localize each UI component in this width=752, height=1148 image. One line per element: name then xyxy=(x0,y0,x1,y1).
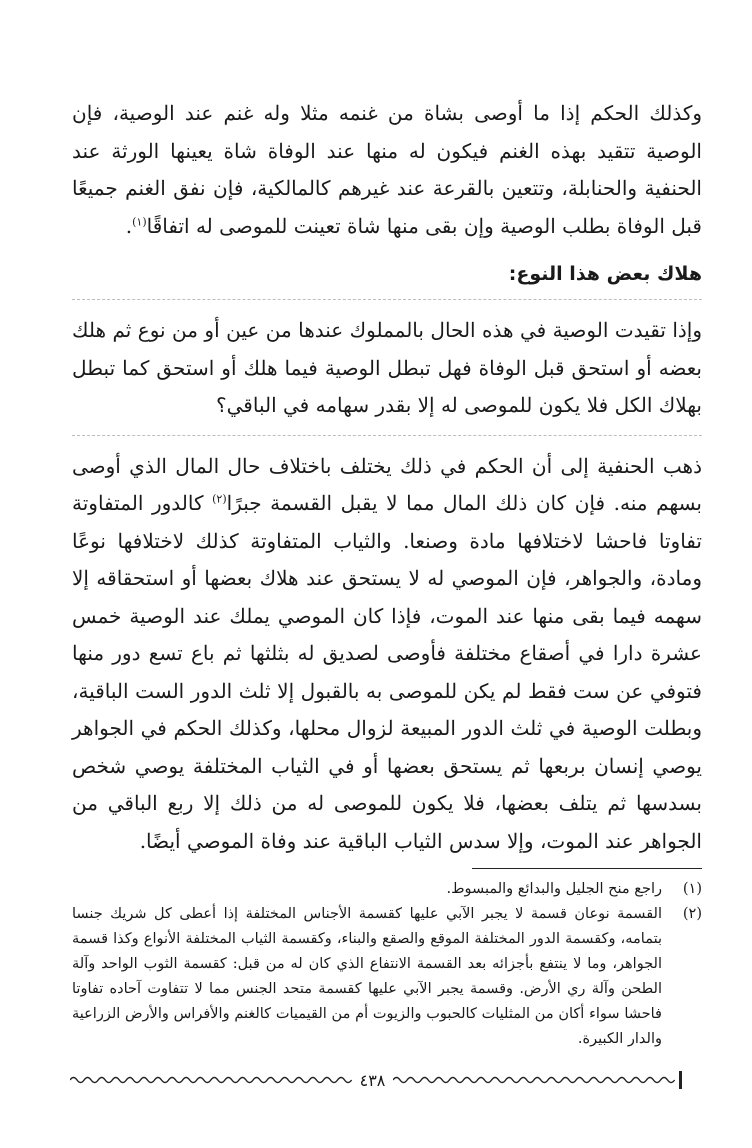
section-heading: هلاك بعض هذا النوع: xyxy=(508,263,702,285)
paragraph-text-continued: كالدور المتفاوتة تفاوتا فاحشا لاختلافها مادة وصنعا. والثياب المتفاوتة كذلك لاختلافها نوعًا ومادة، والجواهر، فإن الموصي له لا يستحق عند هلاك بعضها أو استحقاقه إلا سهمه فيما بقى منها عند الموت، فإذا كان الموصي يملك عند الوصية خمس عشرة دارا في أصقاع مختلفة فأوصى لصديق له بثلثها ثم باع تسع دور منها فتوفي عن ست فقط لم يكن للموصى به بالقبول إلا ثلث الدور الست الباقية، وبطلت الوصية في ثلث الدور المبيعة لزوال محلها، وكذلك الحكم في الجواهر يوصي إنسان بربعها ثم يستحق بعضها أو في الثياب المختلفة يوصي شخص بسدسها ثم يتلف بعضها، فلا يكون للموصى له من ذلك إلا ربع الباقي من الجواهر عند الموت، وإلا سدس الثياب الباقية عند وفاة الموصي أيضًا. xyxy=(72,491,702,853)
footnotes xyxy=(72,877,702,1052)
paragraph-sheep-bequest: وكذلك الحكم إذا ما أوصى بشاة من غنمه مثلا وله غنم عند الوصية، فإن الوصية تتقيد بهذه الغنم فيكون له منها عند الوفاة شاة يعينها الورثة عند الحنفية والحنابلة، وتتعين بالقرعة عند غيرهم كالمالكية، فإن نفق الغنم جميعًا قبل الوفاة بطلب الوصية وإن بقى منها شاة تعينت للموصى له اتفاقًا$^{(١)}$. xyxy=(72,101,702,238)
footnote-reference-2[interactable]: (٢) xyxy=(212,492,227,506)
paragraph-text: وكذلك الحكم إذا ما أوصى بشاة من غنمه مثلا وله غنم عند الوصية، فإن الوصية تتقيد بهذه الغنم فيكون له منها عند الوفاة شاة يعينها الورثة عند الحنفية والحنابلة، وتتعين بالقرعة عند غيرهم كالمالكية، فإن نفق الغنم جميعًا قبل الوفاة بطلب الوصية وإن بقى منها شاة تعينت للموصى له اتفاقًا xyxy=(72,101,702,238)
section-divider xyxy=(72,299,702,300)
decorative-wave-left xyxy=(70,1075,352,1085)
paragraph-hanafi-ruling xyxy=(72,448,702,861)
footnote-2 xyxy=(72,902,702,1052)
footnote-text: راجع منح الجليل والبدائع والمبسوط. xyxy=(446,881,662,897)
paragraph-partial-loss: وإذا تقيدت الوصية في هذه الحال بالمملوك عندها من عين أو من نوع ثم هلك بعضه أو استحق قبل الوفاة فهل تبطل الوصية فيما هلك أو استحق كما تبطل بهلاك الكل فلا يكون للموصى له إلا بقدر سهامه في الباقي؟ xyxy=(72,318,702,417)
footnote-reference-1[interactable]: (١) xyxy=(132,214,147,228)
decorative-wave-right xyxy=(393,1075,675,1085)
footnote-number: (٢) xyxy=(682,906,702,922)
page-number: ٤٣٨ xyxy=(359,1070,386,1090)
footer-end-bar xyxy=(679,1071,682,1089)
footnote-separator xyxy=(472,868,702,869)
page-footer xyxy=(70,1068,682,1092)
paragraph-divider xyxy=(72,435,702,436)
page-body xyxy=(72,95,702,1052)
paragraph-text: ذهب الحنفية إلى أن الحكم في ذلك يختلف باختلاف حال المال الذي أوصى بسهم منه. فإن كان ذلك المال مما لا يقبل القسمة جبرًا xyxy=(72,453,702,515)
footnote-number: (١) xyxy=(682,881,702,897)
footnote-text: القسمة نوعان قسمة لا يجبر الآبي عليها كقسمة الأجناس المختلفة إذا أعطى كل شريك جنسا بتمامه، وكقسمة الدور المختلفة الموقع والصقع والبناء، وكقسمة الثياب المختلفة الأنواع وكذا قسمة الجواهر، وما لا ينتفع بأجزائه بعد القسمة الانتفاع الذي كان له من قبل: كقسمة الثوب الواحد وآلة الطحن وآلة ري الأرض. وقسمة يجبر الآبي عليها كقسمة متحد الجنس مما لا تتفاوت آحاده تفاوتا فاحشا سواء أكان من المثليات كالحبوب والزيوت أم من القيميات كالغنم والأفراس والأرض الزراعية والدار الكبيرة. xyxy=(72,906,662,1047)
footnote-1 xyxy=(72,877,702,902)
